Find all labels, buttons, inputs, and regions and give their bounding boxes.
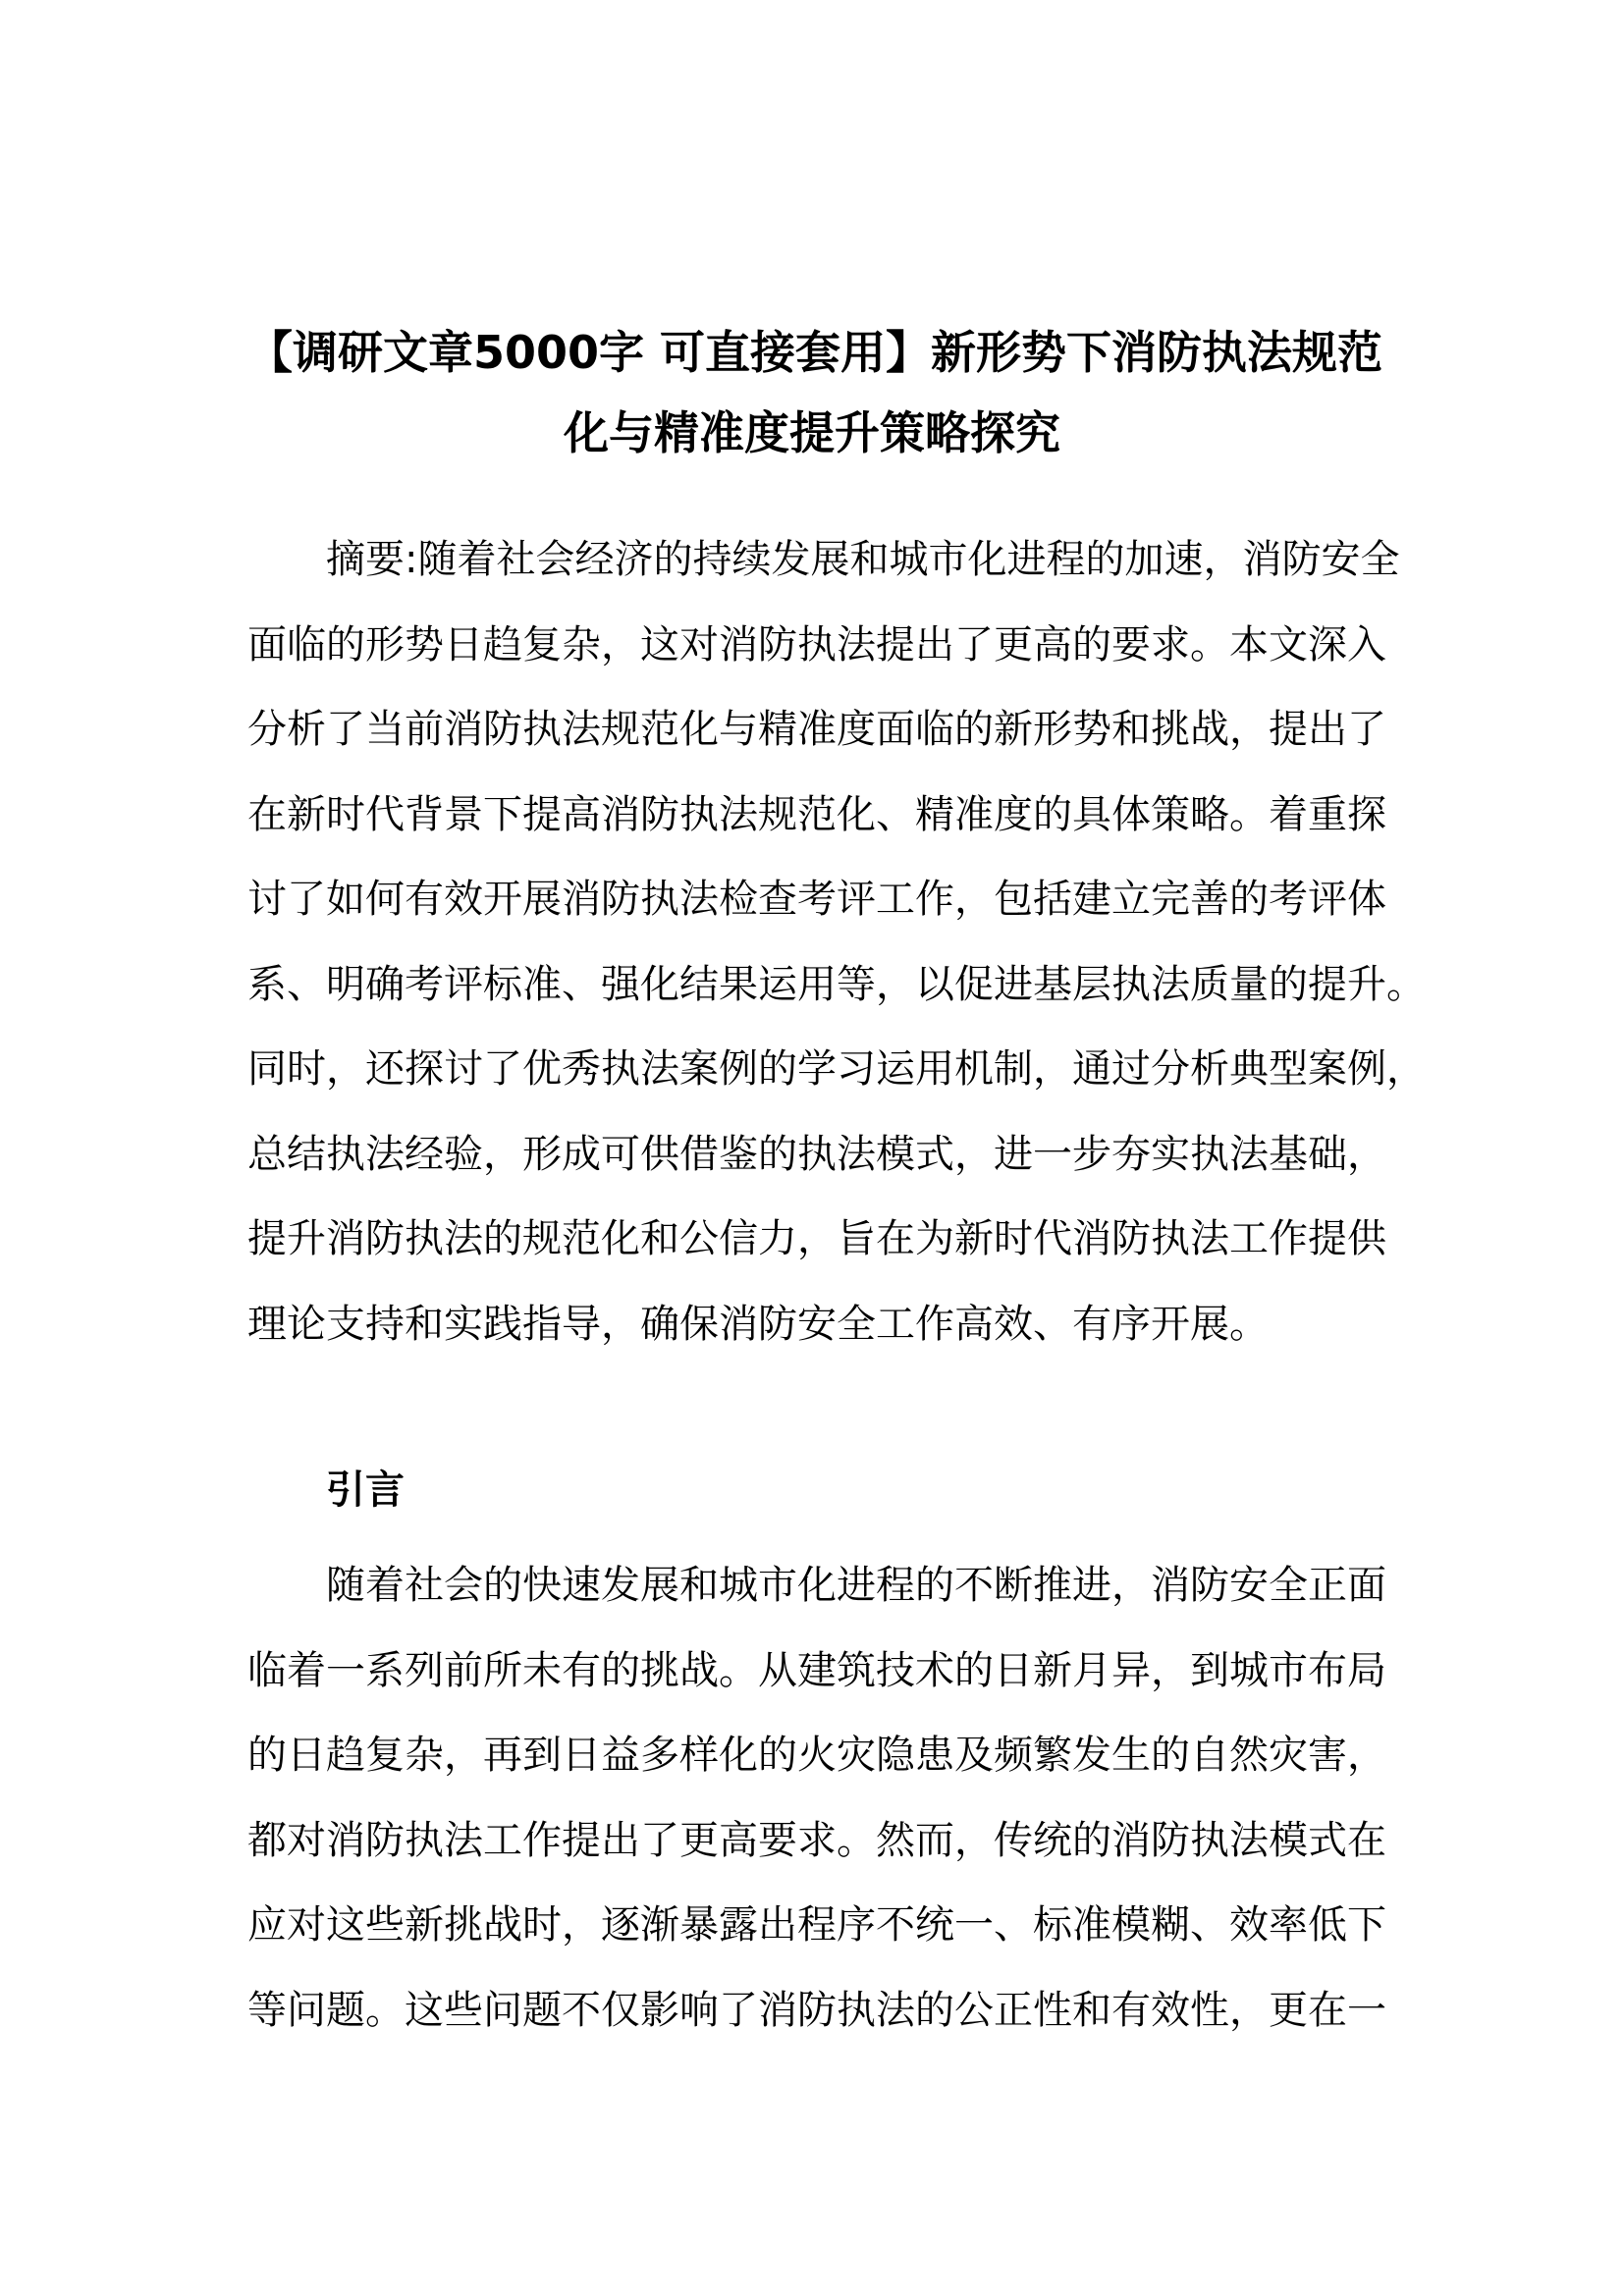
abstract-line: 提升消防执法的规范化和公信力，旨在为新时代消防执法工作提供	[247, 1216, 1386, 1261]
introduction-paragraph	[247, 1543, 1386, 2053]
intro-line: 随着社会的快速发展和城市化进程的不断推进，消防安全正面	[326, 1563, 1386, 1608]
abstract-line: 同时，还探讨了优秀执法案例的学习运用机制，通过分析典型案例，	[247, 1046, 1426, 1092]
abstract-line: 摘要:随着社会经济的持续发展和城市化进程的加速，消防安全	[326, 537, 1400, 582]
title-line-1: 【调研文章5000字 可直接套用】新形势下消防执法规范	[247, 326, 1383, 379]
abstract-line: 总结执法经验，形成可供借鉴的执法模式，进一步夯实执法基础，	[247, 1131, 1386, 1177]
section-heading-introduction: 引言	[326, 1468, 405, 1513]
abstract-line: 讨了如何有效开展消防执法检查考评工作，包括建立完善的考评体	[247, 877, 1386, 922]
abstract-line: 系、明确考评标准、强化结果运用等，以促进基层执法质量的提升。	[247, 961, 1426, 1007]
intro-line: 应对这些新挑战时，逐渐暴露出程序不统一、标准模糊、效率低下	[247, 1902, 1386, 1948]
intro-line: 都对消防执法工作提出了更高要求。然而，传统的消防执法模式在	[247, 1817, 1386, 1863]
intro-line: 等问题。这些问题不仅影响了消防执法的公正性和有效性，更在一	[247, 1987, 1386, 2033]
abstract-line: 面临的形势日趋复杂，这对消防执法提出了更高的要求。本文深入	[247, 621, 1386, 667]
abstract-line: 分析了当前消防执法规范化与精准度面临的新形势和挑战，提出了	[247, 707, 1386, 752]
abstract-line: 理论支持和实践指导，确保消防安全工作高效、有序开展。	[247, 1301, 1269, 1347]
title-line-2: 化与精准度提升策略探究	[564, 406, 1060, 459]
abstract-paragraph	[247, 517, 1426, 1366]
intro-line: 的日趋复杂，再到日益多样化的火灾隐患及频繁发生的自然灾害，	[247, 1733, 1386, 1778]
intro-line: 临着一系列前所未有的挑战。从建筑技术的日新月异，到城市布局	[247, 1647, 1386, 1693]
abstract-line: 在新时代背景下提高消防执法规范化、精准度的具体策略。着重探	[247, 791, 1386, 837]
document-title	[247, 312, 1383, 473]
